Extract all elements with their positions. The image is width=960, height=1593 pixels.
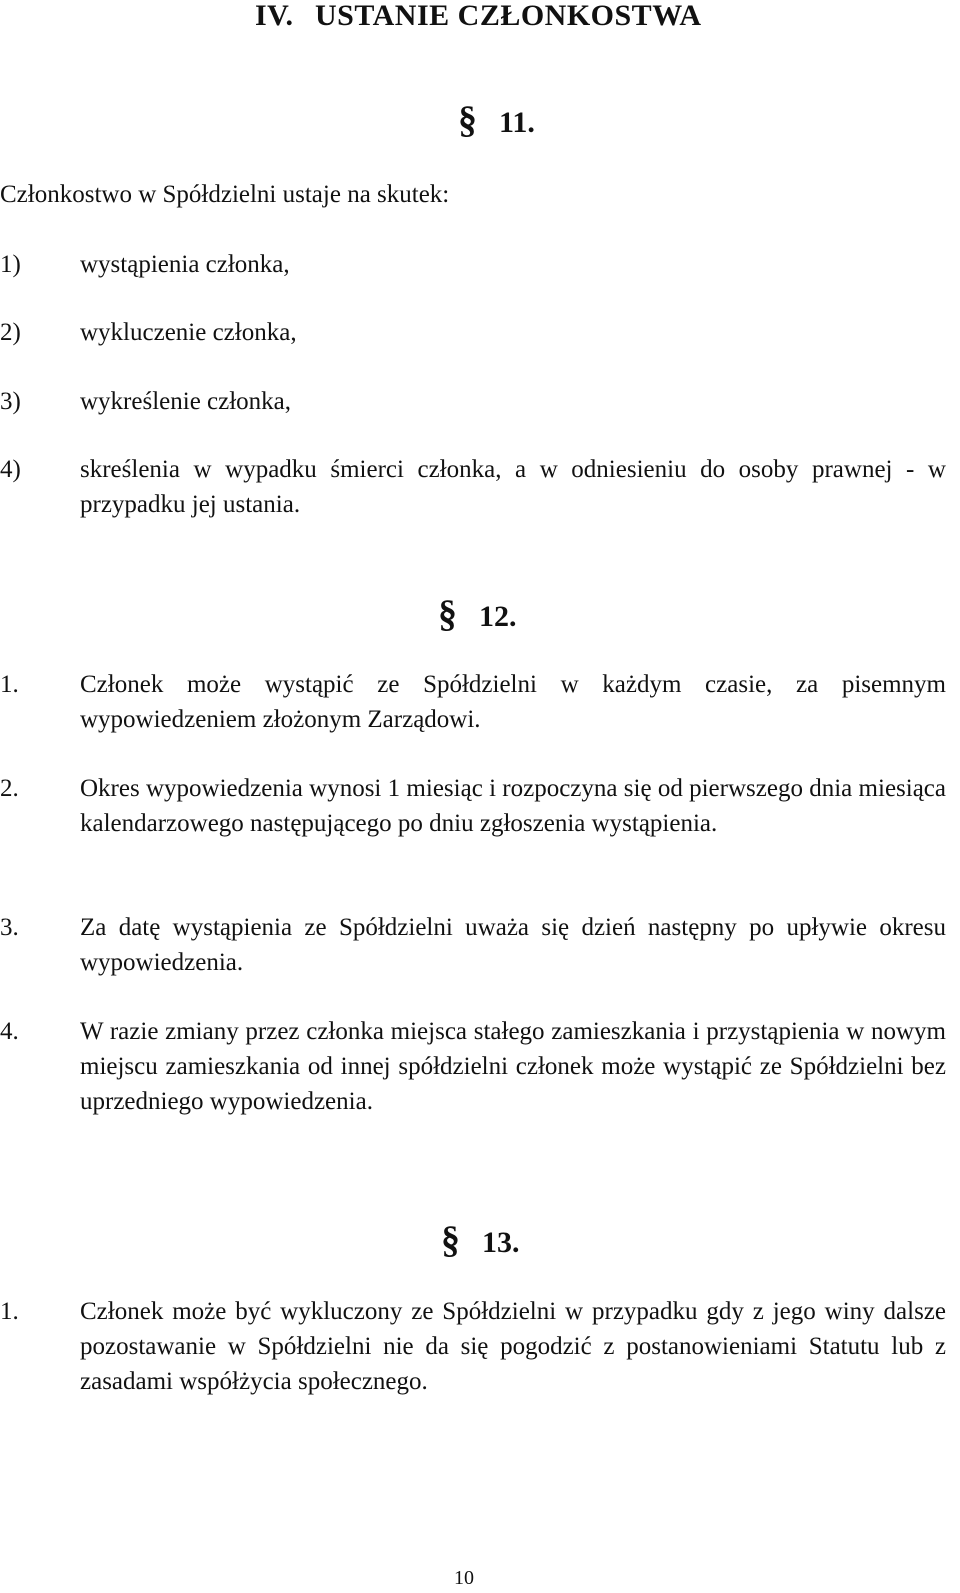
section-intro: Członkostwo w Spółdzielni ustaje na skutek:: [0, 181, 450, 208]
list-item-text: Członek może wystąpić ze Spółdzielni w każdym czasie, za pisemnym wypowiedzeniem złożonym Zarządowi.: [80, 671, 946, 733]
section-number: 13.: [482, 1226, 520, 1259]
section-symbol: §: [438, 593, 457, 635]
list-item: [0, 1014, 946, 1154]
section-heading-12: [438, 593, 517, 635]
list-item: [0, 771, 946, 876]
section-number: 11.: [499, 106, 535, 139]
list-item-text: Okres wypowiedzenia wynosi 1 miesiąc i rozpoczyna się od pierwszego dnia miesiąca kalendarzowego następującego po dniu zgłoszenia wystąpienia.: [80, 775, 946, 837]
list-item-number: 2.: [0, 775, 19, 802]
list-item-text: wystąpienia członka,: [80, 251, 290, 278]
section-symbol: §: [441, 1219, 460, 1261]
list-item-text: Za datę wystąpienia ze Spółdzielni uważa się dzień następny po upływie okresu wypowiedzenia.: [80, 914, 946, 976]
list-item-text: W razie zmiany przez członka miejsca stałego zamieszkania i przystąpienia w nowym miejscu zamieszkania od innej spółdzielni członek może wystąpić ze Spółdzielni bez uprzedniego wypowiedzenia.: [80, 1018, 946, 1115]
list-item-number: 2): [0, 319, 21, 346]
list-item: [0, 910, 946, 980]
chapter-heading: [255, 0, 702, 34]
chapter-title: USTANIE CZŁONKOSTWA: [315, 0, 702, 32]
list-item: [0, 384, 946, 419]
list-item: [0, 315, 946, 350]
list-item-number: 4.: [0, 1018, 19, 1045]
list-item-text: wykluczenie członka,: [80, 319, 297, 346]
list-item-text: Członek może być wykluczony ze Spółdzielni w przypadku gdy z jego winy dalsze pozostawanie w Spółdzielni nie da się pogodzić z postanowieniami Statutu lub z zasadami współżycia społecznego.: [80, 1298, 946, 1395]
list-item-number: 3): [0, 388, 21, 415]
list-item: [0, 667, 946, 737]
page-number: 10: [454, 1567, 474, 1589]
list-item-text: wykreślenie członka,: [80, 388, 292, 415]
list-item-number: 1.: [0, 1298, 19, 1325]
list-item: [0, 1294, 946, 1399]
list-item: [0, 452, 946, 522]
list-item: [0, 247, 946, 282]
list-item-number: 1.: [0, 671, 19, 698]
list-item-number: 3.: [0, 914, 19, 941]
section-heading-13: [441, 1219, 520, 1261]
list-item-text: skreślenia w wypadku śmierci członka, a w odniesieniu do osoby prawnej - w przypadku jej ustania.: [80, 456, 946, 518]
section-heading-11: [458, 99, 535, 141]
list-item-number: 4): [0, 456, 21, 483]
chapter-number: IV.: [255, 0, 294, 32]
section-symbol: §: [458, 99, 477, 141]
section-number: 12.: [479, 600, 517, 633]
list-item-number: 1): [0, 251, 21, 278]
